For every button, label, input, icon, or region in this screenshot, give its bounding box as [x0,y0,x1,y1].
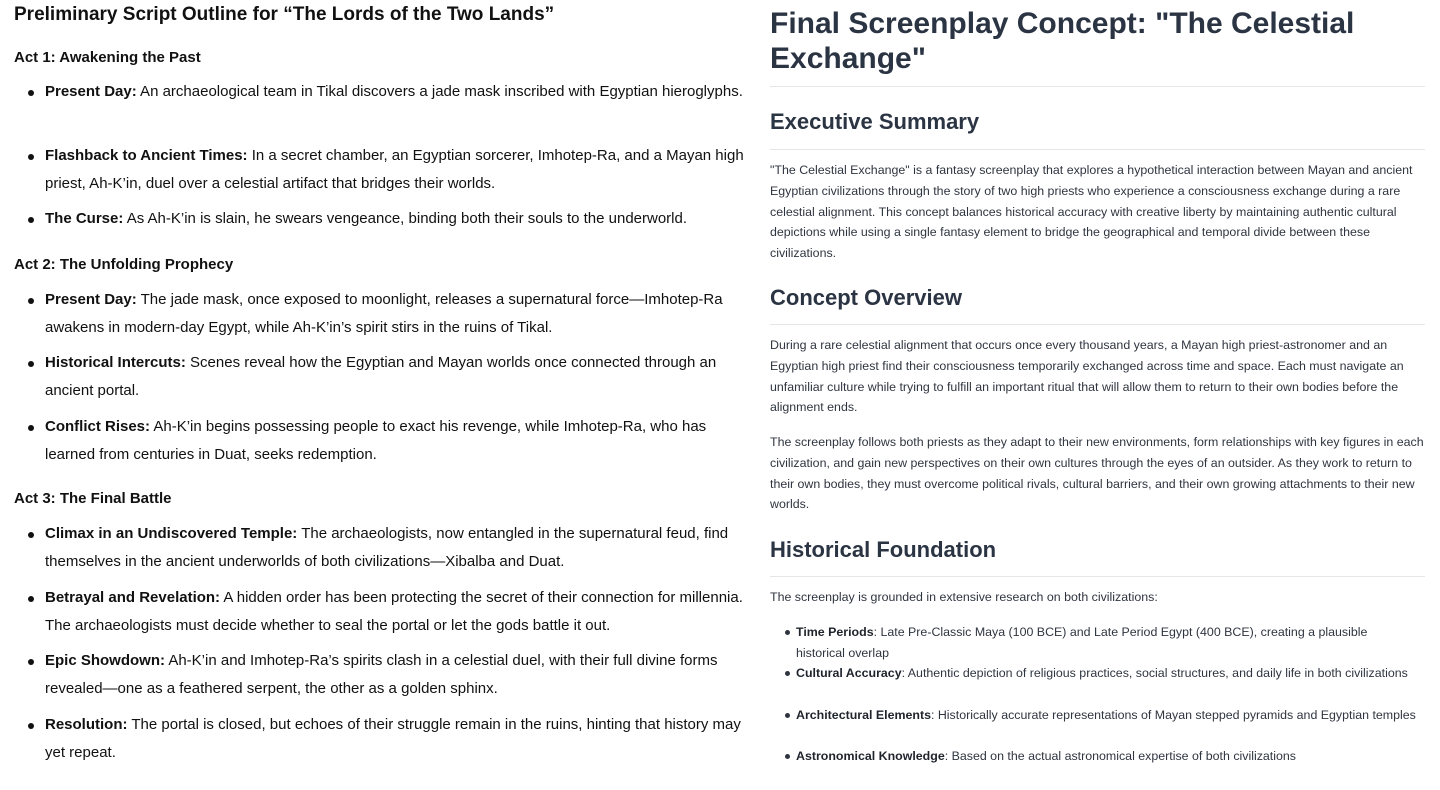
list-item [45,286,745,342]
item-label: Cultural Accuracy [796,666,902,680]
outline-title: Preliminary Script Outline for “The Lords of the Two Lands” [14,4,555,25]
executive-summary-text: "The Celestial Exchange" is a fantasy screenplay that explores a hypothetical interaction between Mayan and ancient Egyptian civilizations through the story of two high priests who experience a consciousness exchange during a rare celestial alignment. This concept balances historical accuracy with creative liberty by maintaining authentic cultural depictions while using a single fantasy element to bridge the geographical and temporal divide between these civilizations. [770,163,1413,261]
item-text: An archaeological team in Tikal discovers a jade mask inscribed with Egyptian hieroglyphs. [136,83,743,100]
list-item [796,705,1416,726]
item-text: The jade mask, once exposed to moonlight, releases a supernatural force—Imhotep-Ra awakens in modern-day Egypt, while Ah-K’in’s spirit stirs in the ruins of Tikal. [45,291,723,336]
item-text: A hidden order has been protecting the secret of their connection for millennia. The archaeologists must decide whether to seal the portal or let the gods battle it out. [45,589,743,634]
item-text: The archaeologists, now entangled in the supernatural feud, find themselves in the ancient underworlds of both civilizations—Xibalba and Duat. [45,525,729,570]
list-item [45,205,745,233]
item-label: Betrayal and Revelation: [45,589,221,606]
item-label: Historical Intercuts: [45,354,186,371]
concept-overview-text-2: The screenplay follows both priests as they adapt to their new environments, form relationships with key figures in each civilization, and gain new perspectives on their own cultures through the eyes of an outsider. As they work to return to their own bodies, they must overcome political rivals, cultural barriers, and their own growing attachments to their new worlds. [770,435,1424,512]
item-label: Time Periods [796,625,874,639]
item-label: Resolution: [45,716,128,733]
list-item [45,349,745,405]
item-label: Climax in an Undiscovered Temple: [45,525,298,542]
item-text: In a secret chamber, an Egyptian sorcerer, Imhotep-Ra, and a Mayan high priest, Ah-K’in, duel over a celestial artifact that bridges their worlds. [45,147,744,192]
item-text: : Authentic depiction of religious practices, social structures, and daily life in both civilizations [901,666,1408,680]
item-text: : Historically accurate representations of Mayan stepped pyramids and Egyptian temples [930,708,1416,722]
concept-overview-heading: Concept Overview [770,285,962,310]
item-text: : Late Pre-Classic Maya (100 BCE) and Late Period Egypt (400 BCE), creating a plausible historical overlap [796,625,1368,660]
item-label: Astronomical Knowledge [796,749,945,763]
list-item [796,622,1416,663]
item-label: The Curse: [45,210,124,227]
list-item [796,663,1416,684]
item-label: Flashback to Ancient Times: [45,147,248,164]
list-item [45,647,745,703]
list-item [45,413,745,469]
item-text: : Based on the actual astronomical expertise of both civilizations [944,749,1296,763]
divider [770,324,1425,325]
item-label: Architectural Elements [796,708,931,722]
list-item [45,142,745,198]
act-2-heading: Act 2: The Unfolding Prophecy [14,256,234,273]
screenplay-concept-panel [770,0,1425,790]
divider [770,149,1425,150]
item-label: Present Day: [45,83,137,100]
item-text: Ah-K’in begins possessing people to exact his revenge, while Imhotep-Ra, who has learned from centuries in Duat, seeks redemption. [45,418,707,463]
list-item [45,711,745,767]
item-label: Epic Showdown: [45,652,165,669]
list-item [45,78,745,106]
list-item [796,746,1416,767]
act-3-heading: Act 3: The Final Battle [14,490,172,507]
item-text: As Ah-K’in is slain, he swears vengeance, binding both their souls to the underworld. [123,210,688,227]
item-text: The portal is closed, but echoes of their struggle remain in the ruins, hinting that history may yet repeat. [45,716,741,761]
historical-foundation-heading: Historical Foundation [770,537,997,562]
historical-foundation-intro: The screenplay is grounded in extensive research on both civilizations: [770,590,1158,604]
item-label: Present Day: [45,291,137,308]
item-label: Conflict Rises: [45,418,151,435]
executive-summary-heading: Executive Summary [770,109,980,134]
act-1-heading: Act 1: Awakening the Past [14,49,201,66]
divider [770,576,1425,577]
item-text: Ah-K’in and Imhotep-Ra’s spirits clash in a celestial duel, with their full divine forms revealed—one as a feathered serpent, the other as a golden sphinx. [45,652,718,697]
item-text: Scenes reveal how the Egyptian and Mayan worlds once connected through an ancient portal. [45,354,717,399]
divider [770,86,1425,87]
concept-overview-text-1: During a rare celestial alignment that occurs once every thousand years, a Mayan high priest-astronomer and an Egyptian high priest find their consciousness temporarily exchanged across time and space. Each must navigate an unfamiliar culture while trying to fulfill an important ritual that will allow them to return to their own bodies before the alignment ends. [770,338,1404,415]
concept-title: Final Screenplay Concept: "The Celestial Exchange" [770,7,1355,75]
list-item [45,584,745,640]
list-item [45,520,745,576]
